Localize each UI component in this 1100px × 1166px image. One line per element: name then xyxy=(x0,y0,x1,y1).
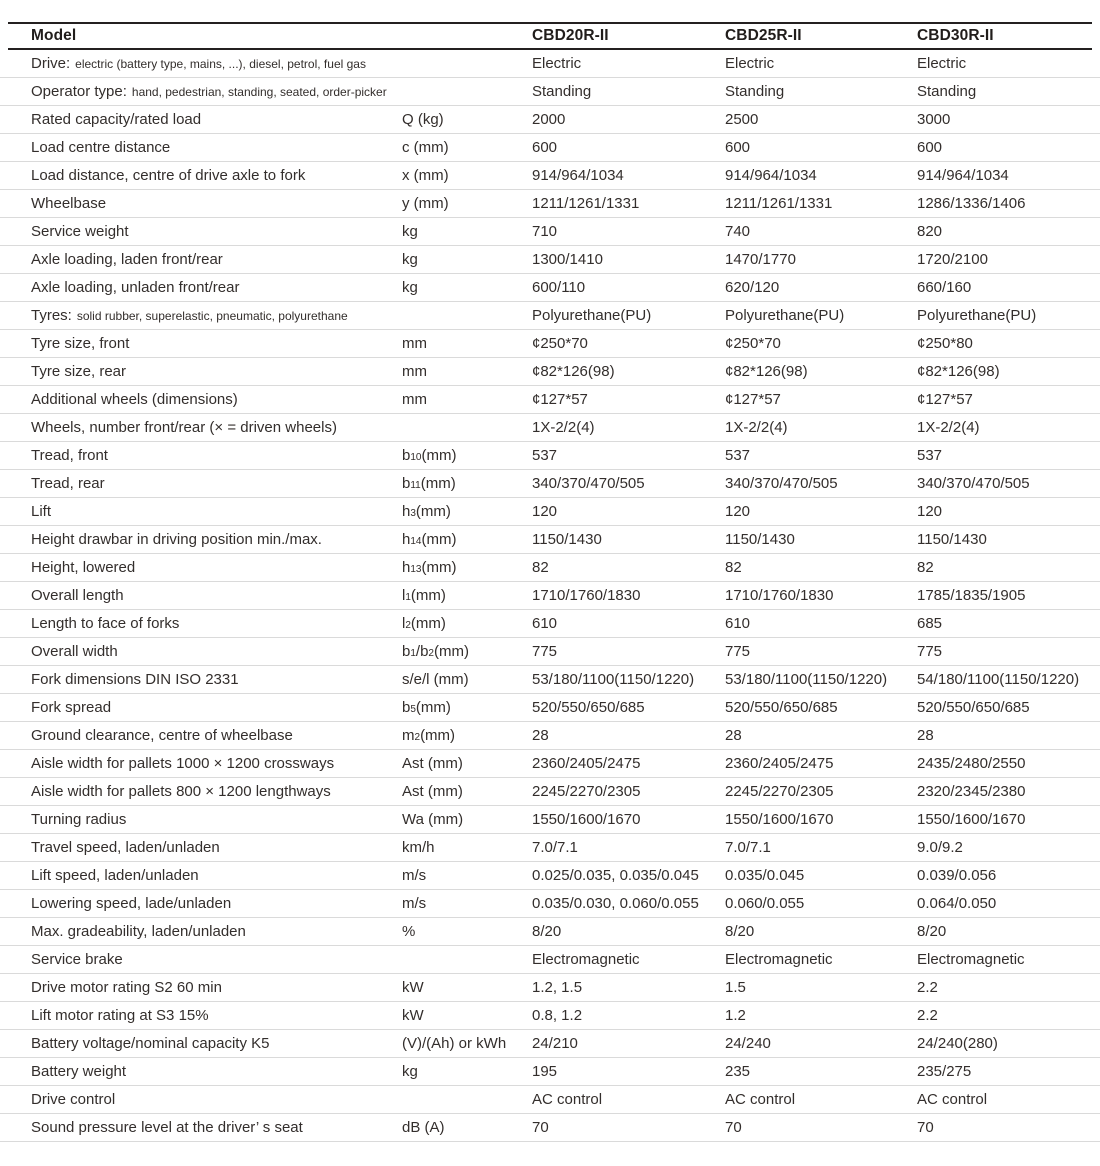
table-row xyxy=(0,834,1100,862)
row-label xyxy=(0,890,402,918)
row-label xyxy=(0,722,402,750)
row-value: 82 xyxy=(917,559,934,576)
row-label-text: Wheels, number front/rear (× = driven wheels) xyxy=(31,419,337,436)
row-label xyxy=(0,834,402,862)
table-row xyxy=(0,722,1100,750)
row-value: 8/20 xyxy=(532,923,562,940)
row-label-text: Ground clearance, centre of wheelbase xyxy=(31,727,293,744)
row-value: 914/964/1034 xyxy=(917,167,1009,184)
row-label xyxy=(0,610,402,638)
row-value: Polyurethane(PU) xyxy=(917,307,1037,324)
row-value: Standing xyxy=(532,83,592,100)
row-value: 520/550/650/685 xyxy=(917,699,1030,716)
row-label-text: Additional wheels (dimensions) xyxy=(31,391,238,408)
row-label xyxy=(0,918,402,946)
row-label-text: Battery weight xyxy=(31,1063,127,1080)
row-value: ¢82*126(98) xyxy=(917,363,1000,380)
table-row xyxy=(0,946,1100,974)
row-value: Standing xyxy=(725,83,785,100)
row-value: 70 xyxy=(532,1119,549,1136)
row-value: 28 xyxy=(725,727,742,744)
row-value: 2.2 xyxy=(917,979,938,996)
row-symbol: b 1 /b 2 (mm) xyxy=(402,643,469,660)
row-value: 235 xyxy=(725,1063,751,1080)
row-symbol: h 13 (mm) xyxy=(402,559,457,576)
row-label-text: Axle loading, laden front/rear xyxy=(31,251,223,268)
table-row xyxy=(0,190,1100,218)
table-row xyxy=(0,78,1100,106)
row-value: 0.039/0.056 xyxy=(917,867,997,884)
row-value: 610 xyxy=(725,615,751,632)
row-value: 1.2 xyxy=(725,1007,746,1024)
row-symbol: m/s xyxy=(402,867,427,884)
row-symbol: dB (A) xyxy=(402,1119,445,1136)
row-value: 120 xyxy=(532,503,558,520)
row-value: 820 xyxy=(917,223,943,240)
row-value: 600 xyxy=(725,139,751,156)
row-symbol: l 2 (mm) xyxy=(402,615,446,632)
row-label-detail: hand, pedestrian, standing, seated, order-picker xyxy=(131,85,387,99)
row-value: 685 xyxy=(917,615,943,632)
row-label-text: Fork dimensions DIN ISO 2331 xyxy=(31,671,239,688)
row-value: 1211/1261/1331 xyxy=(725,195,833,212)
row-value: 660/160 xyxy=(917,279,972,296)
row-value: 1286/1336/1406 xyxy=(917,195,1026,212)
row-value: 1720/2100 xyxy=(917,251,988,268)
row-value: 2435/2480/2550 xyxy=(917,755,1026,772)
row-label xyxy=(0,526,402,554)
row-label xyxy=(0,386,402,414)
row-symbol: c (mm) xyxy=(402,139,449,156)
row-label xyxy=(0,806,402,834)
row-label-text: Tyres: xyxy=(31,307,72,324)
row-value: 120 xyxy=(917,503,943,520)
row-label xyxy=(0,582,402,610)
row-value: 1785/1835/1905 xyxy=(917,587,1026,604)
row-symbol: Ast (mm) xyxy=(402,783,463,800)
row-label xyxy=(0,946,402,974)
row-value: 0.064/0.050 xyxy=(917,895,997,912)
row-label-text: Drive motor rating S2 60 min xyxy=(31,979,222,996)
row-value: 24/210 xyxy=(532,1035,578,1052)
row-value: 2500 xyxy=(725,111,759,128)
row-label xyxy=(0,78,402,106)
table-row xyxy=(0,806,1100,834)
row-label-text: Height drawbar in driving position min./max. xyxy=(31,531,322,548)
row-symbol: m 2 (mm) xyxy=(402,727,456,744)
row-label xyxy=(0,1058,402,1086)
row-symbol: kW xyxy=(402,1007,424,1024)
row-label-text: Lift speed, laden/unladen xyxy=(31,867,199,884)
row-symbol: Q (kg) xyxy=(402,111,444,128)
row-label xyxy=(0,974,402,1002)
row-label xyxy=(0,162,402,190)
row-value: 0.035/0.030, 0.060/0.055 xyxy=(532,895,699,912)
table-row xyxy=(0,610,1100,638)
row-value: 775 xyxy=(532,643,558,660)
row-value: Electromagnetic xyxy=(725,951,833,968)
table-row xyxy=(0,134,1100,162)
row-value: 1550/1600/1670 xyxy=(532,811,641,828)
forklift-spec-table xyxy=(0,22,1100,1142)
row-value: 620/120 xyxy=(725,279,780,296)
row-value: Polyurethane(PU) xyxy=(725,307,845,324)
row-value: 70 xyxy=(725,1119,742,1136)
row-label xyxy=(0,638,402,666)
row-value: 54/180/1100(1150/1220) xyxy=(917,671,1080,688)
row-value: 610 xyxy=(532,615,558,632)
table-row xyxy=(0,470,1100,498)
table-row xyxy=(0,1002,1100,1030)
table-row xyxy=(0,274,1100,302)
row-symbol: b 11 (mm) xyxy=(402,475,456,492)
row-label-text: Tyre size, front xyxy=(31,335,130,352)
row-label xyxy=(0,750,402,778)
row-label xyxy=(0,470,402,498)
row-label xyxy=(0,1002,402,1030)
row-label-text: Battery voltage/nominal capacity K5 xyxy=(31,1035,270,1052)
row-value: 537 xyxy=(532,447,558,464)
table-row xyxy=(0,358,1100,386)
row-symbol: kg xyxy=(402,223,418,240)
row-value: 1470/1770 xyxy=(725,251,796,268)
row-symbol: kg xyxy=(402,279,418,296)
table-body xyxy=(0,50,1100,1142)
table-row xyxy=(0,330,1100,358)
row-label-text: Service brake xyxy=(31,951,123,968)
row-value: 2245/2270/2305 xyxy=(532,783,641,800)
row-label-text: Tread, rear xyxy=(31,475,105,492)
row-value: ¢250*70 xyxy=(532,335,588,352)
table-row xyxy=(0,162,1100,190)
table-row xyxy=(0,526,1100,554)
row-value: 1X-2/2(4) xyxy=(917,419,980,436)
row-label-text: Tyre size, rear xyxy=(31,363,127,380)
row-value: AC control xyxy=(725,1091,796,1108)
row-value: 53/180/1100(1150/1220) xyxy=(725,671,888,688)
table-row xyxy=(0,414,1100,442)
row-symbol: kg xyxy=(402,1063,418,1080)
row-symbol: mm xyxy=(402,335,427,352)
row-symbol: mm xyxy=(402,391,427,408)
row-label-text: Lift xyxy=(31,503,52,520)
row-label xyxy=(0,190,402,218)
table-row xyxy=(0,918,1100,946)
row-value: 2360/2405/2475 xyxy=(725,755,834,772)
row-value: 8/20 xyxy=(917,923,947,940)
row-label xyxy=(0,778,402,806)
table-row xyxy=(0,582,1100,610)
row-label-text: Tread, front xyxy=(31,447,108,464)
table-row xyxy=(0,106,1100,134)
row-value: 120 xyxy=(725,503,751,520)
table-row xyxy=(0,1114,1100,1142)
table-row xyxy=(0,890,1100,918)
row-value: ¢250*70 xyxy=(725,335,781,352)
row-label-text: Length to face of forks xyxy=(31,615,180,632)
row-value: 0.035/0.045 xyxy=(725,867,805,884)
table-row xyxy=(0,974,1100,1002)
row-label-text: Load centre distance xyxy=(31,139,171,156)
row-label xyxy=(0,134,402,162)
row-value: 1211/1261/1331 xyxy=(532,195,640,212)
row-value: 235/275 xyxy=(917,1063,972,1080)
row-value: 1550/1600/1670 xyxy=(917,811,1026,828)
row-symbol: x (mm) xyxy=(402,167,449,184)
row-label-text: Max. gradeability, laden/unladen xyxy=(31,923,246,940)
row-label xyxy=(0,442,402,470)
row-label-text: Operator type: xyxy=(31,83,127,100)
row-symbol: b 10 (mm) xyxy=(402,447,457,464)
table-row xyxy=(0,638,1100,666)
column-header-cbd20r-ii: CBD20R-II xyxy=(532,27,609,44)
row-value: Polyurethane(PU) xyxy=(532,307,652,324)
table-row xyxy=(0,862,1100,890)
row-label xyxy=(0,862,402,890)
row-value: 520/550/650/685 xyxy=(725,699,838,716)
row-label-text: Overall width xyxy=(31,643,118,660)
row-label xyxy=(0,666,402,694)
row-value: 537 xyxy=(917,447,943,464)
row-value: ¢127*57 xyxy=(725,391,781,408)
row-label xyxy=(0,218,402,246)
row-label xyxy=(0,1086,402,1114)
row-value: 195 xyxy=(532,1063,558,1080)
row-symbol: y (mm) xyxy=(402,195,449,212)
row-value: 340/370/470/505 xyxy=(917,475,1030,492)
row-label-text: Lift motor rating at S3 15% xyxy=(31,1007,209,1024)
row-symbol: h 14 (mm) xyxy=(402,531,457,548)
row-label-text: Travel speed, laden/unladen xyxy=(31,839,220,856)
row-value: ¢250*80 xyxy=(917,335,973,352)
row-symbol: % xyxy=(402,923,416,940)
row-label xyxy=(0,50,402,78)
row-label-text: Fork spread xyxy=(31,699,112,716)
row-label-text: Overall length xyxy=(31,587,124,604)
row-value: 1150/1430 xyxy=(917,531,987,548)
row-value: 537 xyxy=(725,447,751,464)
table-row xyxy=(0,218,1100,246)
row-value: 24/240(280) xyxy=(917,1035,998,1052)
row-value: Electric xyxy=(917,55,967,72)
row-label-detail: solid rubber, superelastic, pneumatic, polyurethane xyxy=(76,309,348,323)
row-value: 600/110 xyxy=(532,279,586,296)
row-label-text: Sound pressure level at the driver’ s seat xyxy=(31,1119,303,1136)
row-value: ¢82*126(98) xyxy=(725,363,808,380)
row-value: 1150/1430 xyxy=(725,531,795,548)
row-value: 914/964/1034 xyxy=(725,167,817,184)
row-value: 2245/2270/2305 xyxy=(725,783,834,800)
row-value: 775 xyxy=(725,643,751,660)
row-value: 710 xyxy=(532,223,558,240)
row-symbol: mm xyxy=(402,363,427,380)
row-label xyxy=(0,1114,402,1142)
row-label xyxy=(0,414,402,442)
row-symbol: kW xyxy=(402,979,424,996)
row-symbol: l 1 (mm) xyxy=(402,587,446,604)
row-symbol: m/s xyxy=(402,895,427,912)
row-value: 1550/1600/1670 xyxy=(725,811,834,828)
row-value: 1.5 xyxy=(725,979,746,996)
row-label-text: Axle loading, unladen front/rear xyxy=(31,279,240,296)
table-row xyxy=(0,778,1100,806)
row-value: 1X-2/2(4) xyxy=(532,419,595,436)
row-value: 9.0/9.2 xyxy=(917,839,963,856)
row-label xyxy=(0,1030,402,1058)
table-row xyxy=(0,694,1100,722)
row-value: 740 xyxy=(725,223,751,240)
row-value: 82 xyxy=(725,559,742,576)
row-symbol: km/h xyxy=(402,839,435,856)
row-value: 7.0/7.1 xyxy=(725,839,771,856)
table-row xyxy=(0,666,1100,694)
row-label xyxy=(0,694,402,722)
row-value: 340/370/470/505 xyxy=(725,475,838,492)
row-value: 600 xyxy=(917,139,943,156)
row-value: 0.060/0.055 xyxy=(725,895,805,912)
row-value: 2.2 xyxy=(917,1007,938,1024)
row-value: 3000 xyxy=(917,111,951,128)
table-row xyxy=(0,442,1100,470)
row-value: 70 xyxy=(917,1119,934,1136)
table-row xyxy=(0,246,1100,274)
table-row xyxy=(0,1086,1100,1114)
row-symbol: s/e/l (mm) xyxy=(402,671,469,688)
row-label xyxy=(0,498,402,526)
table-row xyxy=(0,498,1100,526)
row-label-detail: electric (battery type, mains, ...), diesel, petrol, fuel gas xyxy=(75,57,366,71)
row-value: 0.025/0.035, 0.035/0.045 xyxy=(532,867,699,884)
row-value: Electromagnetic xyxy=(917,951,1025,968)
row-label-text: Aisle width for pallets 800 × 1200 lengthways xyxy=(31,783,331,800)
row-value: AC control xyxy=(532,1091,603,1108)
row-value: 775 xyxy=(917,643,943,660)
row-label-text: Drive control xyxy=(31,1091,116,1108)
row-value: 1300/1410 xyxy=(532,251,603,268)
row-value: 53/180/1100(1150/1220) xyxy=(532,671,695,688)
row-value: ¢127*57 xyxy=(917,391,973,408)
row-value: Standing xyxy=(917,83,977,100)
column-header-cbd25r-ii: CBD25R-II xyxy=(725,27,802,44)
row-value: 0.8, 1.2 xyxy=(532,1007,583,1024)
row-label xyxy=(0,302,402,330)
row-label-text: Drive: xyxy=(31,55,71,72)
row-label-text: Rated capacity/rated load xyxy=(31,111,202,128)
row-label-text: Aisle width for pallets 1000 × 1200 crossways xyxy=(31,755,335,772)
row-value: 600 xyxy=(532,139,558,156)
row-label-text: Service weight xyxy=(31,223,129,240)
row-label xyxy=(0,246,402,274)
row-value: 24/240 xyxy=(725,1035,771,1052)
row-symbol: b 5 (mm) xyxy=(402,699,451,716)
row-value: AC control xyxy=(917,1091,988,1108)
row-value: 1150/1430 xyxy=(532,531,602,548)
row-label-text: Lowering speed, lade/unladen xyxy=(31,895,232,912)
row-label-text: Load distance, centre of drive axle to fork xyxy=(31,167,306,184)
row-symbol: kg xyxy=(402,251,418,268)
table-row xyxy=(0,750,1100,778)
row-value: 2360/2405/2475 xyxy=(532,755,641,772)
row-label xyxy=(0,330,402,358)
row-value: Electric xyxy=(725,55,775,72)
row-value: 7.0/7.1 xyxy=(532,839,578,856)
row-label-text: Wheelbase xyxy=(31,195,107,212)
row-value: Electromagnetic xyxy=(532,951,640,968)
row-value: 520/550/650/685 xyxy=(532,699,645,716)
column-header-model: Model xyxy=(31,27,77,44)
row-symbol: Ast (mm) xyxy=(402,755,463,772)
row-value: ¢82*126(98) xyxy=(532,363,615,380)
row-value: 28 xyxy=(917,727,934,744)
row-symbol: Wa (mm) xyxy=(402,811,464,828)
row-value: 2320/2345/2380 xyxy=(917,783,1026,800)
row-label xyxy=(0,554,402,582)
row-value: 340/370/470/505 xyxy=(532,475,645,492)
row-label xyxy=(0,358,402,386)
table-row xyxy=(0,302,1100,330)
table-row xyxy=(0,554,1100,582)
row-label xyxy=(0,106,402,134)
row-value: 1710/1760/1830 xyxy=(725,587,834,604)
column-header-cbd30r-ii: CBD30R-II xyxy=(917,27,994,44)
row-label xyxy=(0,274,402,302)
table-row xyxy=(0,50,1100,78)
table-row xyxy=(0,386,1100,414)
row-symbol: h 3 (mm) xyxy=(402,503,451,520)
row-value: 1.2, 1.5 xyxy=(532,979,583,996)
row-value: ¢127*57 xyxy=(532,391,588,408)
row-value: 1710/1760/1830 xyxy=(532,587,641,604)
table-row xyxy=(0,1030,1100,1058)
row-value: 82 xyxy=(532,559,549,576)
row-symbol: (V)/(Ah) or kWh xyxy=(402,1035,507,1052)
row-value: 1X-2/2(4) xyxy=(725,419,788,436)
row-value: 2000 xyxy=(532,111,566,128)
row-value: 914/964/1034 xyxy=(532,167,624,184)
row-value: Electric xyxy=(532,55,582,72)
row-label-text: Height, lowered xyxy=(31,559,136,576)
table-header-row xyxy=(0,22,1100,50)
row-value: 8/20 xyxy=(725,923,755,940)
table-row xyxy=(0,1058,1100,1086)
row-value: 28 xyxy=(532,727,549,744)
row-label-text: Turning radius xyxy=(31,811,127,828)
